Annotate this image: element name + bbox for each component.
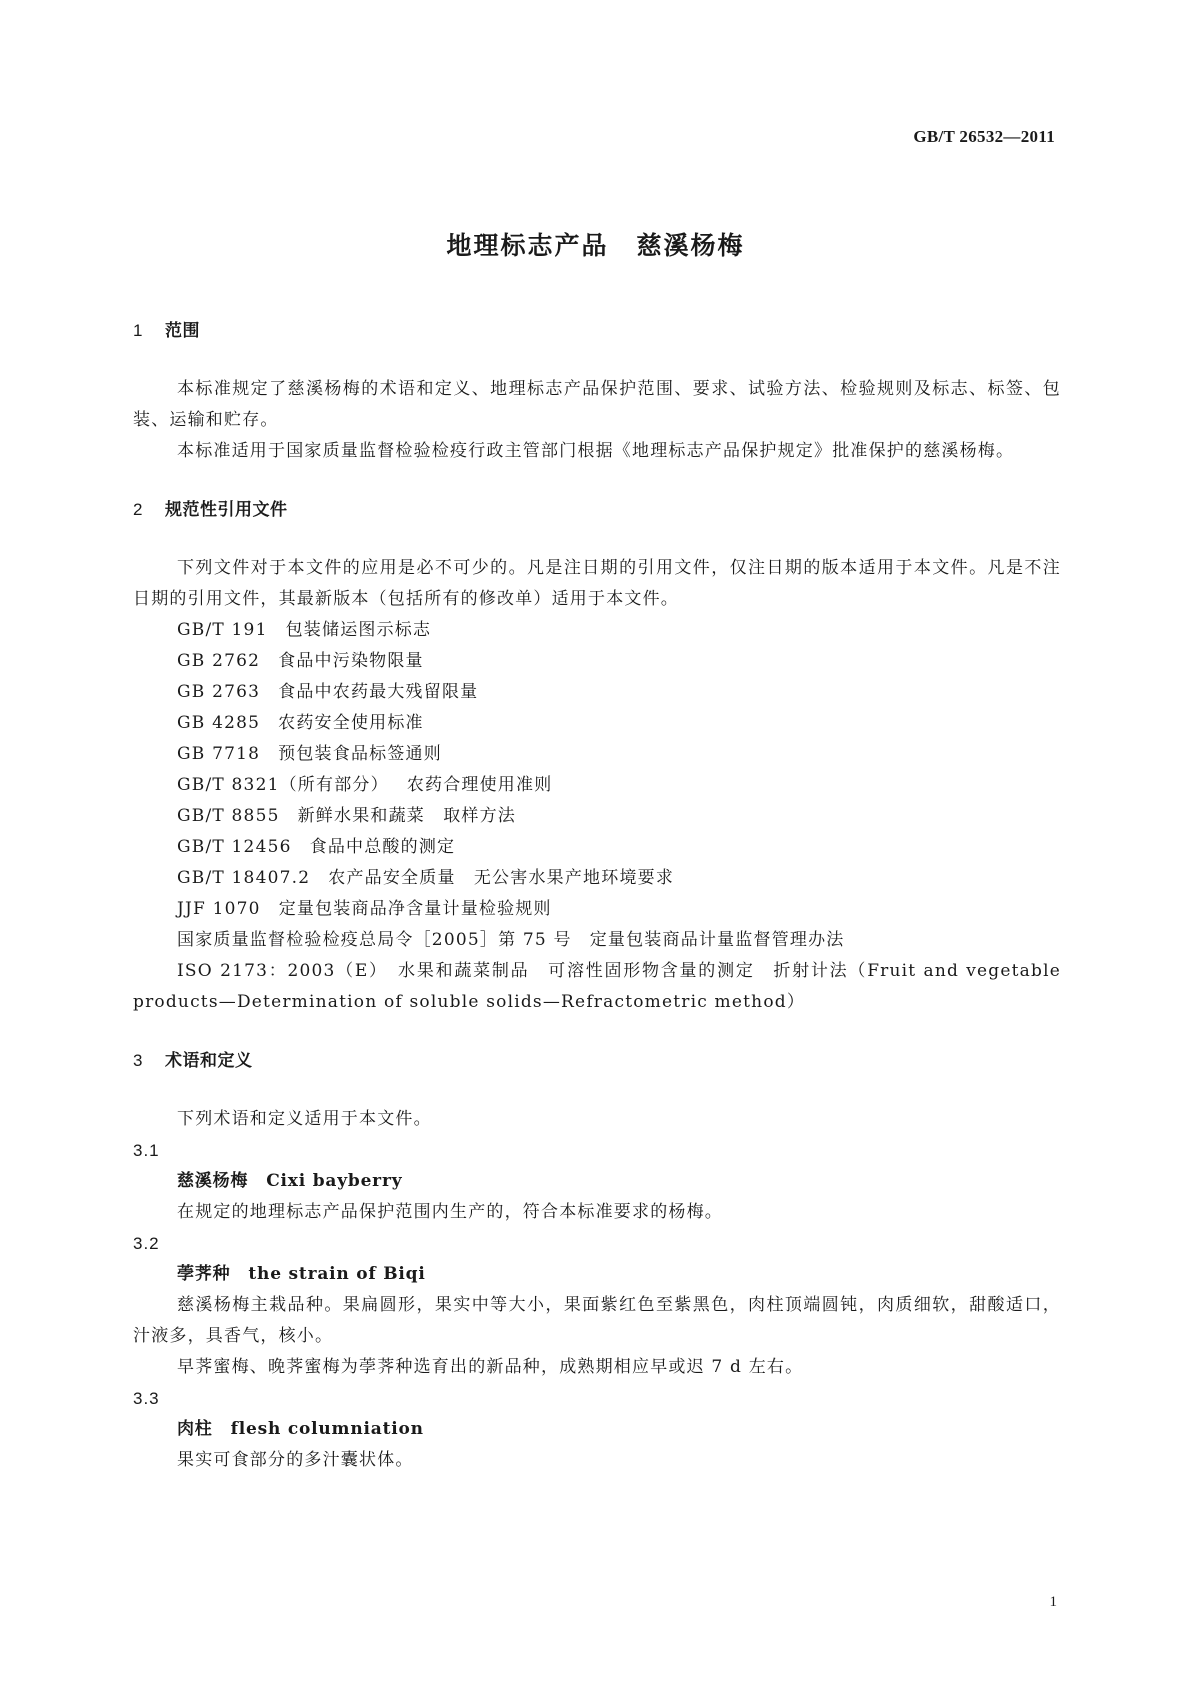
term-number: 3.3 <box>133 1389 160 1408</box>
reference-code: GB/T 8855 <box>177 806 280 826</box>
document-body <box>133 318 1061 1476</box>
reference-code: GB 2762 <box>177 651 261 671</box>
section-title: 规范性引用文件 <box>165 500 288 520</box>
paragraph: 本标准适用于国家质量监督检验检疫行政主管部门根据《地理标志产品保护规定》批准保护的慈溪杨梅。 <box>177 441 1015 461</box>
reference-item <box>133 801 1061 832</box>
term-zh: 荸荠种 <box>177 1264 231 1284</box>
section-number: 1 <box>133 321 143 340</box>
reference-code: GB/T 8321（所有部分） <box>177 775 389 795</box>
reference-title: 食品中污染物限量 <box>278 651 424 671</box>
section-number: 2 <box>133 500 143 519</box>
title-part-1: 地理标志产品 <box>446 231 609 260</box>
term-definition: 在规定的地理标志产品保护范围内生产的，符合本标准要求的杨梅。 <box>177 1202 723 1222</box>
term-heading <box>133 1166 1061 1197</box>
section-3-heading <box>133 1048 1061 1074</box>
reference-item <box>133 708 1061 739</box>
term-heading <box>133 1259 1061 1290</box>
reference-title: 农产品安全质量 无公害水果产地环境要求 <box>328 868 675 888</box>
reference-code: GB 7718 <box>177 744 261 764</box>
term-heading <box>133 1414 1061 1445</box>
reference-item <box>133 677 1061 708</box>
reference-title: 新鲜水果和蔬菜 取样方法 <box>297 806 517 826</box>
term-zh: 肉柱 <box>177 1419 213 1439</box>
reference-code: GB/T 18407.2 <box>177 868 311 888</box>
iso-reference: ISO 2173：2003（E） 水果和蔬菜制品 可溶性固形物含量的测定 折射计法（Fruit and vegetable products—Determination of soluble solids—Refractometric method） <box>133 961 1061 1012</box>
reference-title: 定量包装商品净含量计量检验规则 <box>278 899 552 919</box>
paragraph: 下列术语和定义适用于本文件。 <box>177 1109 432 1129</box>
paragraph: 本标准规定了慈溪杨梅的术语和定义、地理标志产品保护范围、要求、试验方法、检验规则及标志、标签、包装、运输和贮存。 <box>133 379 1061 430</box>
section-2-heading <box>133 497 1061 523</box>
standard-code: GB/T 26532—2011 <box>913 127 1055 146</box>
reference-item <box>133 615 1061 646</box>
reference-code: GB 4285 <box>177 713 261 733</box>
section-title: 范围 <box>165 321 200 341</box>
term-en: flesh columniation <box>230 1419 424 1439</box>
reference-title: 预包装食品标签通则 <box>278 744 442 764</box>
reference-item <box>133 863 1061 894</box>
reference-title: 农药安全使用标准 <box>278 713 424 733</box>
reference-item <box>133 646 1061 677</box>
reference-title: 农药合理使用准则 <box>406 775 553 795</box>
reference-code: 国家质量监督检验检疫总局令［2005］第 75 号 <box>177 930 572 950</box>
term-definition: 果实可食部分的多汁囊状体。 <box>177 1450 414 1470</box>
reference-code: GB 2763 <box>177 682 261 702</box>
reference-item <box>133 894 1061 925</box>
term-en: Cixi bayberry <box>266 1171 403 1191</box>
term-zh: 慈溪杨梅 <box>177 1171 249 1191</box>
reference-code: GB/T 191 <box>177 620 268 640</box>
reference-title: 食品中农药最大残留限量 <box>278 682 479 702</box>
reference-title: 定量包装商品计量监督管理办法 <box>589 930 845 950</box>
term-number: 3.2 <box>133 1234 160 1253</box>
reference-item <box>133 770 1061 801</box>
reference-item <box>133 832 1061 863</box>
section-1-heading <box>133 318 1061 344</box>
reference-code: GB/T 12456 <box>177 837 292 857</box>
term-en: the strain of Biqi <box>248 1264 426 1284</box>
document-title <box>0 226 1191 262</box>
section-title: 术语和定义 <box>165 1051 253 1071</box>
term-definition: 慈溪杨梅主栽品种。果扁圆形，果实中等大小，果面紫红色至紫黑色，肉柱顶端圆钝，肉质细软，甜酸适口，汁液多，具香气，核小。 <box>133 1295 1061 1346</box>
section-number: 3 <box>133 1051 143 1070</box>
term-number: 3.1 <box>133 1141 160 1160</box>
page-number: 1 <box>1049 1594 1057 1610</box>
reference-title: 食品中总酸的测定 <box>309 837 456 857</box>
reference-item <box>133 739 1061 770</box>
paragraph: 下列文件对于本文件的应用是必不可少的。凡是注日期的引用文件，仅注日期的版本适用于本文件。凡是不注日期的引用文件，其最新版本（包括所有的修改单）适用于本文件。 <box>133 558 1061 609</box>
reference-title: 包装储运图示标志 <box>285 620 432 640</box>
reference-code: JJF 1070 <box>177 899 261 919</box>
title-part-2: 慈溪杨梅 <box>636 231 745 260</box>
reference-item <box>133 925 1061 956</box>
term-definition: 早荠蜜梅、晚荠蜜梅为荸荠种选育出的新品种，成熟期相应早或迟 7 d 左右。 <box>177 1357 804 1377</box>
